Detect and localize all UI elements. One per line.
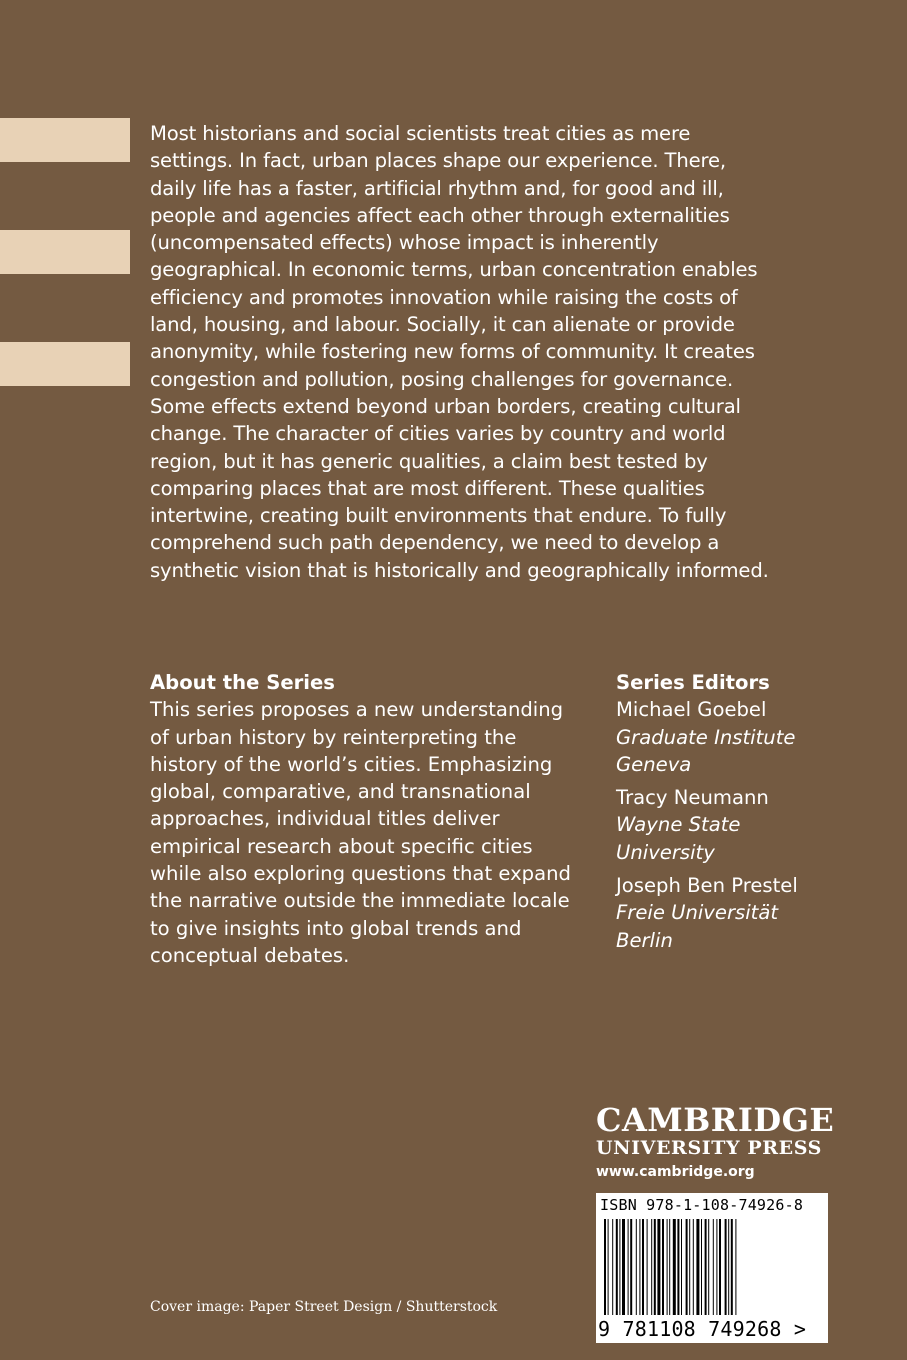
editor-affiliation: Freie Universität	[616, 901, 779, 925]
decorative-stripe-1	[0, 118, 130, 162]
cover-image-credit: Cover image: Paper Street Design / Shutterstock	[150, 1299, 498, 1315]
blurb-line: (uncompensated effects) whose impact is inherently	[150, 231, 659, 255]
blurb-line: synthetic vision that is historically and geographically informed.	[150, 558, 769, 582]
decorative-stripe-2	[0, 230, 130, 274]
blurb-line: Some effects extend beyond urban borders, creating cultural	[150, 394, 741, 418]
publisher-subtitle: UNIVERSITY PRESS	[596, 1137, 822, 1159]
about-line: empirical research about specific cities	[150, 834, 533, 858]
blurb-line: settings. In fact, urban places shape our experience. There,	[150, 149, 726, 173]
blurb-line: geographical. In economic terms, urban concentration enables	[150, 258, 758, 282]
about-line: while also exploring questions that expand	[150, 862, 571, 886]
blurb-line: congestion and pollution, posing challenges for governance.	[150, 367, 734, 391]
editor-affiliation: Wayne State	[616, 813, 741, 837]
about-line: to give insights into global trends and	[150, 916, 522, 940]
about-heading: About the Series	[150, 671, 335, 694]
barcode-digits: 9 781108 749268 >	[598, 1317, 807, 1341]
editor-entry	[616, 784, 876, 866]
decorative-stripe-3	[0, 342, 130, 386]
about-line: conceptual debates.	[150, 943, 350, 967]
isbn-barcode	[596, 1193, 828, 1343]
blurb-line: people and agencies affect each other through externalities	[150, 203, 730, 227]
blurb-line: comprehend such path dependency, we need to develop a	[150, 531, 720, 555]
about-line: approaches, individual titles deliver	[150, 807, 500, 831]
blurb-line: intertwine, creating built environments that endure. To fully	[150, 504, 727, 528]
publisher-logo	[596, 1103, 836, 1182]
editor-affiliation: Berlin	[616, 928, 673, 952]
editor-name: Joseph Ben Prestel	[616, 874, 798, 898]
editor-entry	[616, 872, 876, 954]
back-cover-blurb	[150, 120, 840, 584]
editor-entry	[616, 696, 876, 778]
editor-name: Tracy Neumann	[616, 786, 769, 810]
editor-name: Michael Goebel	[616, 698, 767, 722]
editor-affiliation: Graduate Institute	[616, 725, 796, 749]
editors-heading: Series Editors	[616, 671, 770, 694]
blurb-line: Most historians and social scientists treat cities as mere	[150, 122, 691, 145]
publisher-url: www.cambridge.org	[596, 1164, 755, 1180]
blurb-line: daily life has a faster, artificial rhythm and, for good and ill,	[150, 176, 724, 200]
about-line: global, comparative, and transnational	[150, 780, 531, 804]
blurb-line: change. The character of cities varies by country and world	[150, 422, 726, 446]
about-line: history of the world’s cities. Emphasizing	[150, 752, 553, 776]
about-line: of urban history by reinterpreting the	[150, 725, 517, 749]
isbn-label: ISBN 978-1-108-74926-8	[600, 1196, 804, 1214]
about-body	[150, 696, 600, 969]
barcode-bars-icon	[602, 1219, 822, 1317]
blurb-line: comparing places that are most different. These qualities	[150, 476, 705, 500]
editor-affiliation: University	[616, 840, 715, 864]
about-line: This series proposes a new understanding	[150, 698, 564, 722]
series-editors	[616, 669, 876, 960]
publisher-name: CAMBRIDGE	[596, 1101, 835, 1139]
about-the-series	[150, 669, 600, 969]
about-line: the narrative outside the immediate locale	[150, 889, 570, 913]
blurb-line: region, but it has generic qualities, a claim best tested by	[150, 449, 708, 473]
blurb-line: efficiency and promotes innovation while raising the costs of	[150, 285, 738, 309]
blurb-line: anonymity, while fostering new forms of community. It creates	[150, 340, 755, 364]
blurb-line: land, housing, and labour. Socially, it can alienate or provide	[150, 313, 735, 337]
editor-affiliation: Geneva	[616, 752, 692, 776]
